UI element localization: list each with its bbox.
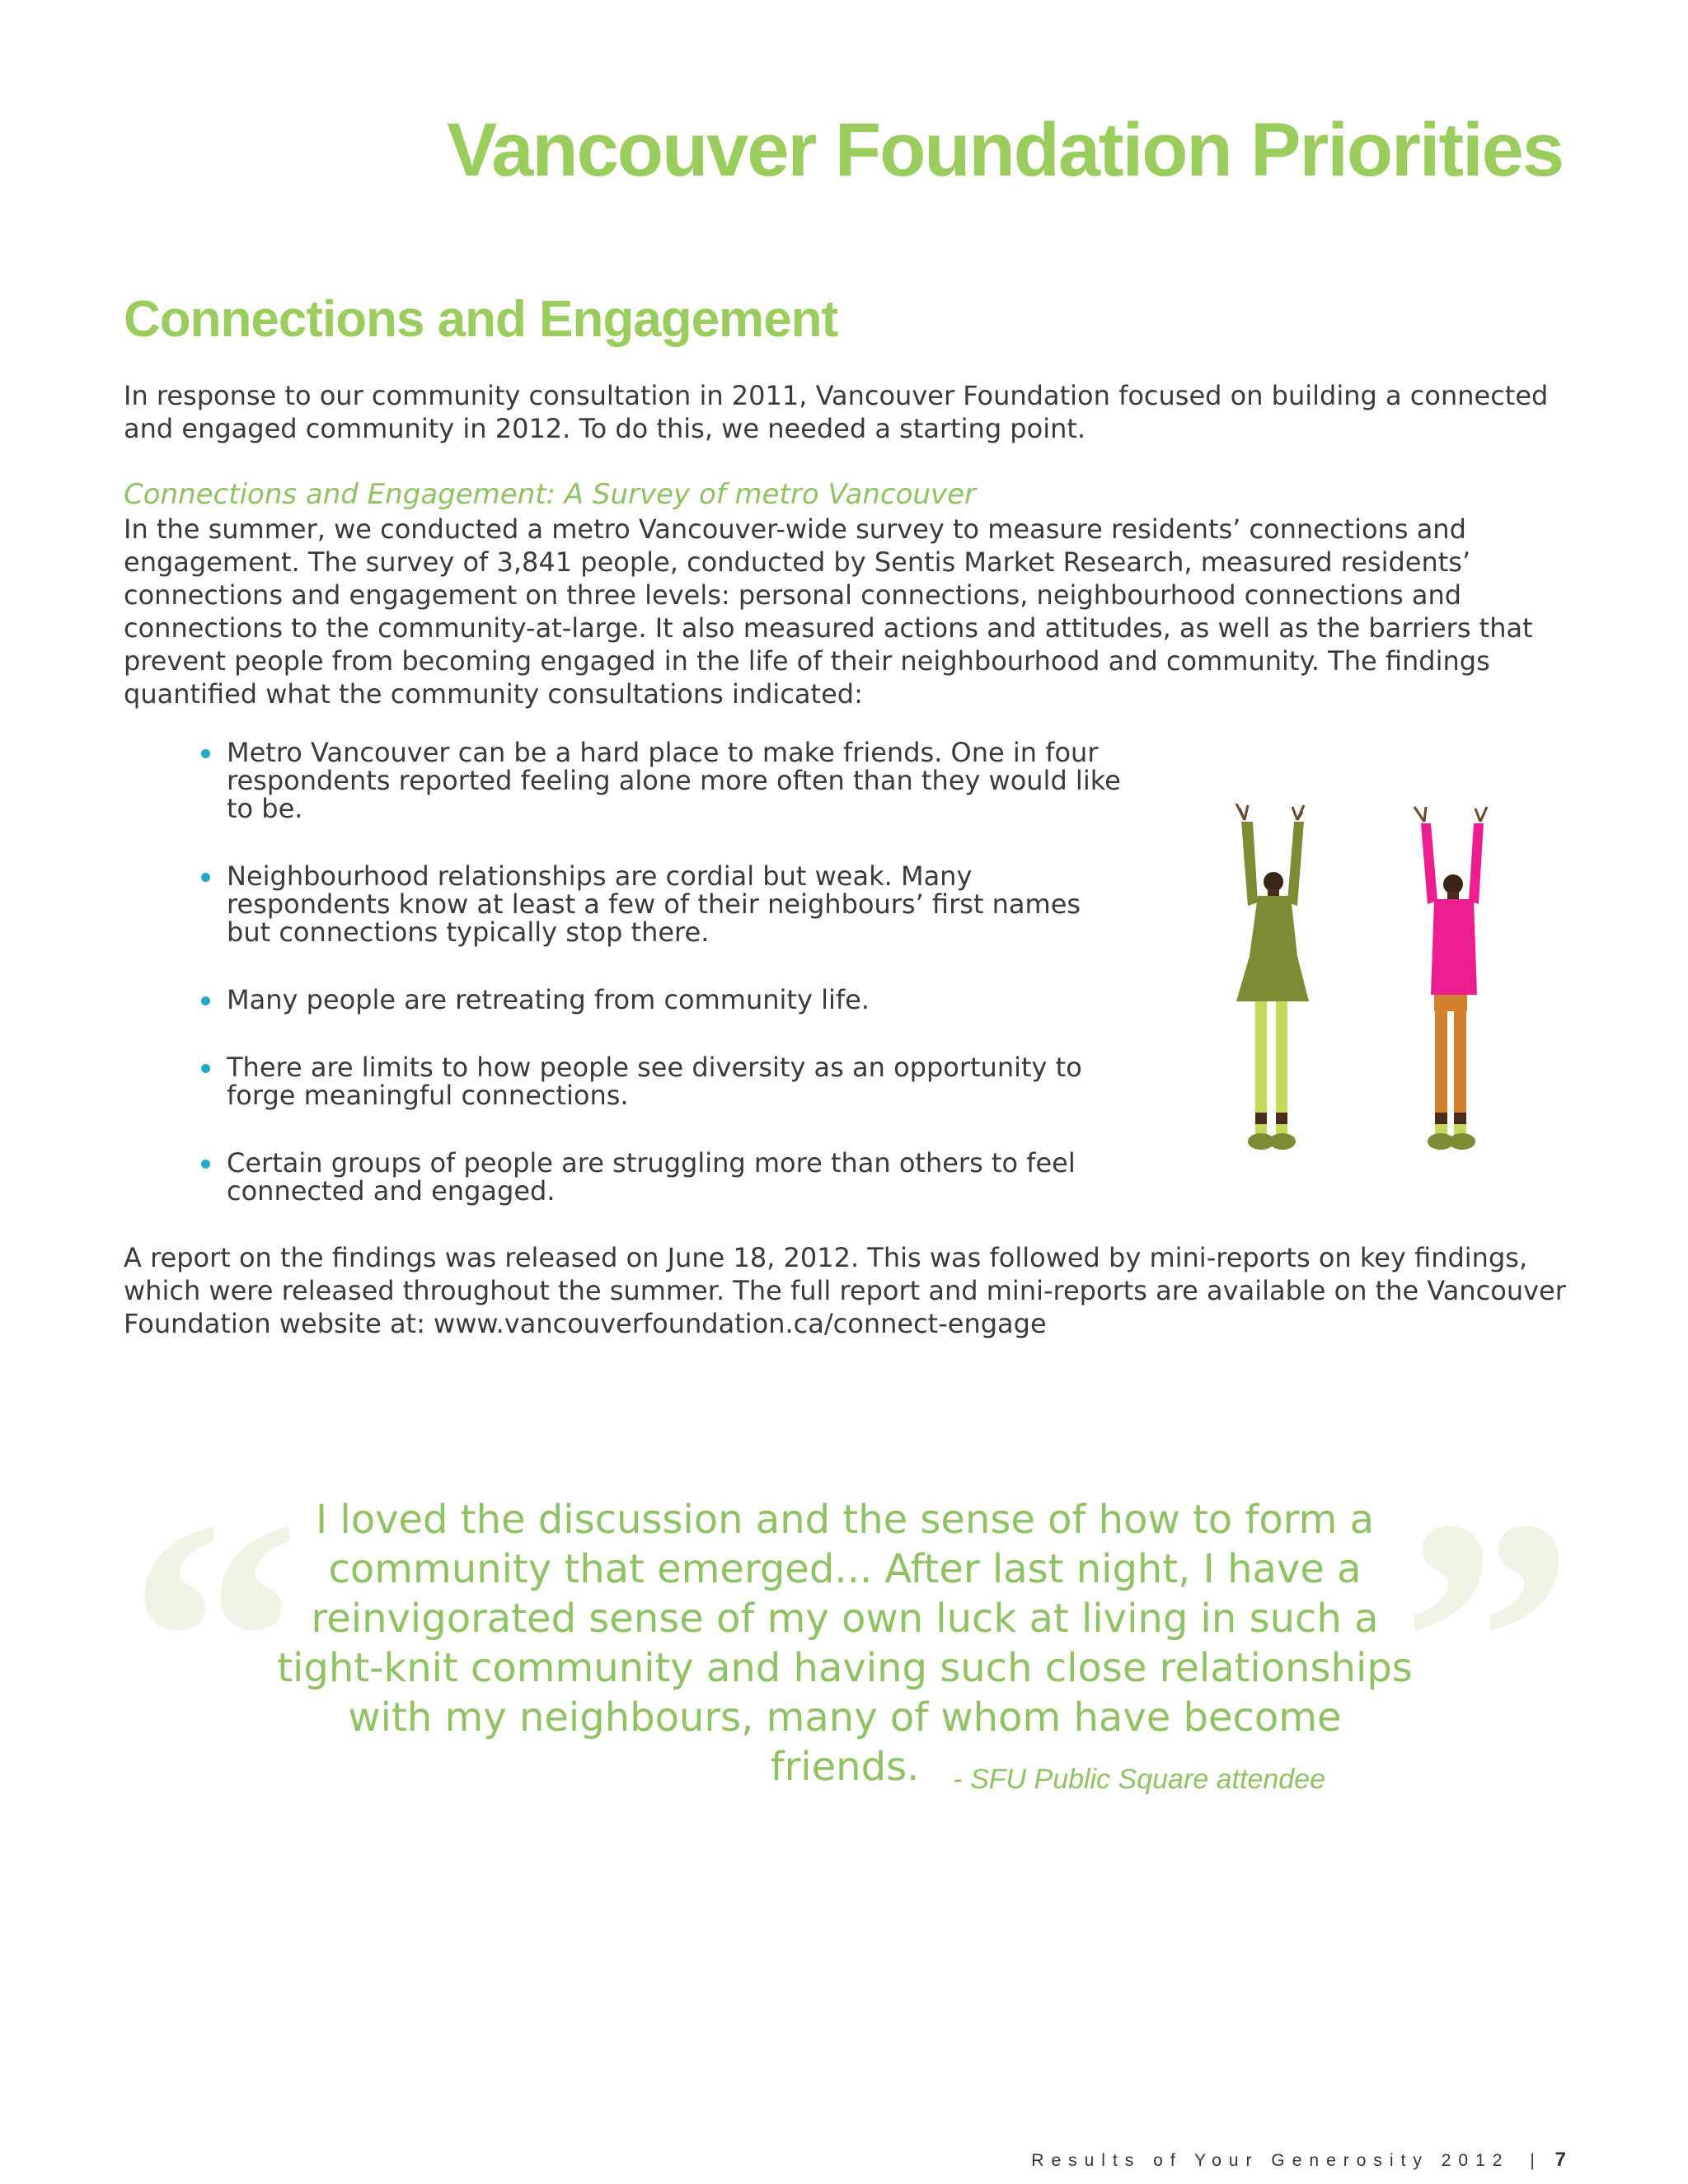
finding-text: Many people are retreating from community life. bbox=[227, 984, 870, 1015]
people-illustration bbox=[1228, 804, 1508, 1174]
bullet-icon bbox=[201, 1160, 210, 1169]
bullet-icon bbox=[201, 873, 210, 882]
page-title: Vancouver Foundation Priorities bbox=[446, 108, 1563, 192]
section-heading: Connections and Engagement bbox=[124, 291, 838, 348]
person-figure-olive bbox=[1236, 804, 1309, 1150]
finding-text: There are limits to how people see diversity as an opportunity to forge meaningful connections. bbox=[227, 1052, 1082, 1111]
finding-text: Certain groups of people are struggling more than others to feel connected and engaged. bbox=[227, 1147, 1076, 1207]
footer-label: Results of Your Generosity 2012 bbox=[1031, 2151, 1510, 2170]
page-number: 7 bbox=[1554, 2149, 1566, 2171]
list-item bbox=[199, 1149, 1123, 1205]
open-quote-icon: “ bbox=[128, 1448, 301, 1831]
list-item bbox=[199, 862, 1123, 946]
close-quote-icon: ” bbox=[1401, 1448, 1574, 1831]
survey-title: Connections and Engagement: A Survey of metro Vancouver bbox=[124, 478, 977, 511]
list-item bbox=[199, 738, 1123, 823]
pull-quote: I loved the discussion and the sense of how to form a community that emerged... After last night, I have a reinvigorated sense of my own luck at living in such a tight-knit community and having such close relationships with my neighbours, many of whom have become friends. bbox=[277, 1497, 1413, 1790]
finding-text: Metro Vancouver can be a hard place to make friends. One in four respondents reported feeling alone more often than they would like to be. bbox=[227, 737, 1121, 824]
quote-attribution: - SFU Public Square attendee bbox=[953, 1764, 1325, 1795]
bullet-icon bbox=[201, 996, 210, 1005]
finding-text: Neighbourhood relationships are cordial but weak. Many respondents know at least a few of their neighbours’ first names but connections typically stop there. bbox=[227, 860, 1081, 948]
survey-paragraph: In the summer, we conducted a metro Vancouver-wide survey to measure residents’ connections and engagement. The survey of 3,841 people, conducted by Sentis Market Research, measured residents’ connections and engagement on three levels: personal connections, neighbourhood connections and connections to the community-at-large. It also measured actions and attitudes, as well as the barriers that prevent people from becoming engaged in the life of their neighbourhood and community. The findings quantified what the community consultations indicated: bbox=[124, 513, 1533, 710]
bullet-icon bbox=[201, 749, 210, 758]
footer-separator: | bbox=[1530, 2151, 1535, 2170]
findings-list bbox=[199, 738, 1123, 1244]
report-paragraph: A report on the findings was released on June 18, 2012. This was followed by mini-reports on key findings, which were released throughout the summer. The full report and mini-reports are available on the Vancouver Foundation website at: www.vancouverfoundation.ca/connect-engage bbox=[124, 1242, 1566, 1339]
person-figure-pink bbox=[1414, 807, 1487, 1150]
bullet-icon bbox=[201, 1064, 210, 1073]
page-footer bbox=[1031, 2149, 1566, 2172]
list-item bbox=[199, 1053, 1123, 1109]
intro-paragraph: In response to our community consultation in 2011, Vancouver Foundation focused on building a connected and engaged community in 2012. To do this, we needed a starting point. bbox=[124, 380, 1549, 444]
list-item bbox=[199, 986, 1123, 1014]
